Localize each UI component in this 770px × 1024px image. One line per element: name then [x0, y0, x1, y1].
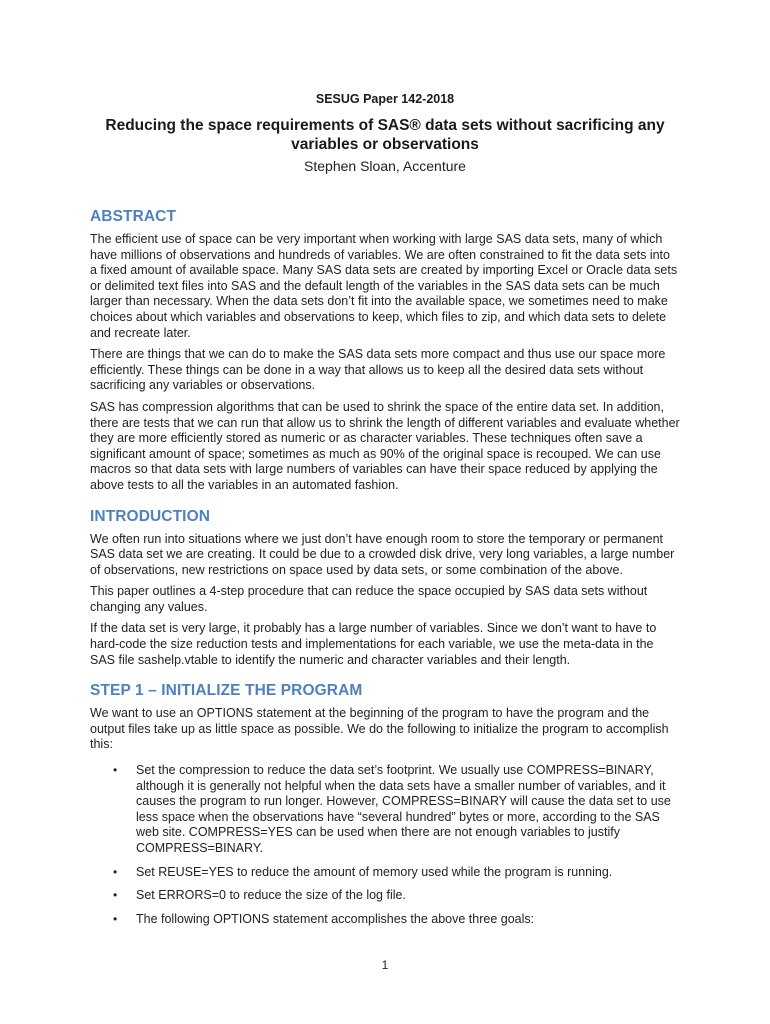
- list-item: [90, 763, 680, 857]
- list-item: [90, 888, 680, 904]
- bullet-text: Set the compression to reduce the data set’s footprint. We usually use COMPRESS=BINARY, although it is generally not helpful when the data sets have a smaller number of variables, and it causes the program to run longer. However, COMPRESS=BINARY will cause the data set to use less space when the observations have “several hundred” bytes or more, according to the SAS web site. COMPRESS=YES can be used when there are not enough variables to justify COMPRESS=BINARY.: [136, 763, 671, 855]
- list-item: [90, 912, 680, 928]
- step1-paragraph: We want to use an OPTIONS statement at the beginning of the program to have the program and the output files take up as little space as possible. We do the following to initialize the program to accomplish this:: [90, 706, 669, 752]
- bullet-text: The following OPTIONS statement accomplishes the above three goals:: [136, 911, 535, 926]
- abstract-paragraph: The efficient use of space can be very important when working with large SAS data sets, many of which have millions of observations and hundreds of variables. We are often constrained to fit the data sets into a fixed amount of available space. Many SAS data sets are created by importing Excel or Oracle data sets or delimited text files into SAS and the default length of the variables in the SAS data sets can be much larger than necessary. When the data sets don’t fit into the available space, we sometimes need to make choices about which variables and observations to keep, which files to zip, and which data sets to delete and recreate later.: [90, 232, 678, 340]
- paper-title: Reducing the space requirements of SAS® data sets without sacrificing any variables or observations: [105, 117, 665, 153]
- bullet-icon: •: [113, 888, 118, 903]
- introduction-paragraph: We often run into situations where we just don’t have enough room to store the temporary or permanent SAS data set we are creating. It could be due to a crowded disk drive, very long variables, a large number of observations, new restrictions on space used by data sets, or some combination of the above.: [90, 531, 675, 577]
- introduction-paragraph: This paper outlines a 4-step procedure that can reduce the space occupied by SAS data sets without changing any values.: [90, 584, 648, 614]
- bullet-icon: •: [113, 763, 118, 778]
- bullet-text: Set REUSE=YES to reduce the amount of memory used while the program is running.: [136, 864, 613, 879]
- page-number: 1: [381, 958, 389, 972]
- introduction-heading: INTRODUCTION: [90, 507, 211, 525]
- bullet-icon: •: [113, 864, 118, 879]
- paper-id: SESUG Paper 142-2018: [315, 92, 455, 106]
- bullet-text: Set ERRORS=0 to reduce the size of the log file.: [136, 888, 406, 903]
- abstract-heading: ABSTRACT: [90, 208, 177, 225]
- page-content: [90, 92, 680, 935]
- step1-heading: STEP 1 – INITIALIZE THE PROGRAM: [90, 682, 363, 700]
- list-item: [90, 865, 680, 881]
- abstract-paragraph: SAS has compression algorithms that can be used to shrink the space of the entire data set. In addition, there are tests that we can run that allow us to shrink the length of different variables and evaluate whether they are more efficiently stored as numeric or as character variables. These techniques often save a significant amount of space; sometimes as much as 90% of the original space is recouped. We can use macros so that data sets with large numbers of variables can have their space reduced by applying the above tests to all the variables in an automated fashion.: [90, 399, 680, 492]
- author-line: Stephen Sloan, Accenture: [304, 158, 466, 174]
- abstract-paragraph: There are things that we can do to make the SAS data sets more compact and thus use our space more efficiently. These things can be done in a way that allows us to keep all the desired data sets without sacrificing any variables or observations.: [90, 347, 666, 393]
- bullet-icon: •: [113, 911, 118, 926]
- step1-bullet-list: [90, 763, 680, 927]
- introduction-paragraph: If the data set is very large, it probably has a large number of variables. Since we don’t want to have to hard-code the size reduction tests and implementations for each variable, we use the meta-data in the SAS file sashelp.vtable to identify the numeric and character variables and their length.: [90, 621, 657, 667]
